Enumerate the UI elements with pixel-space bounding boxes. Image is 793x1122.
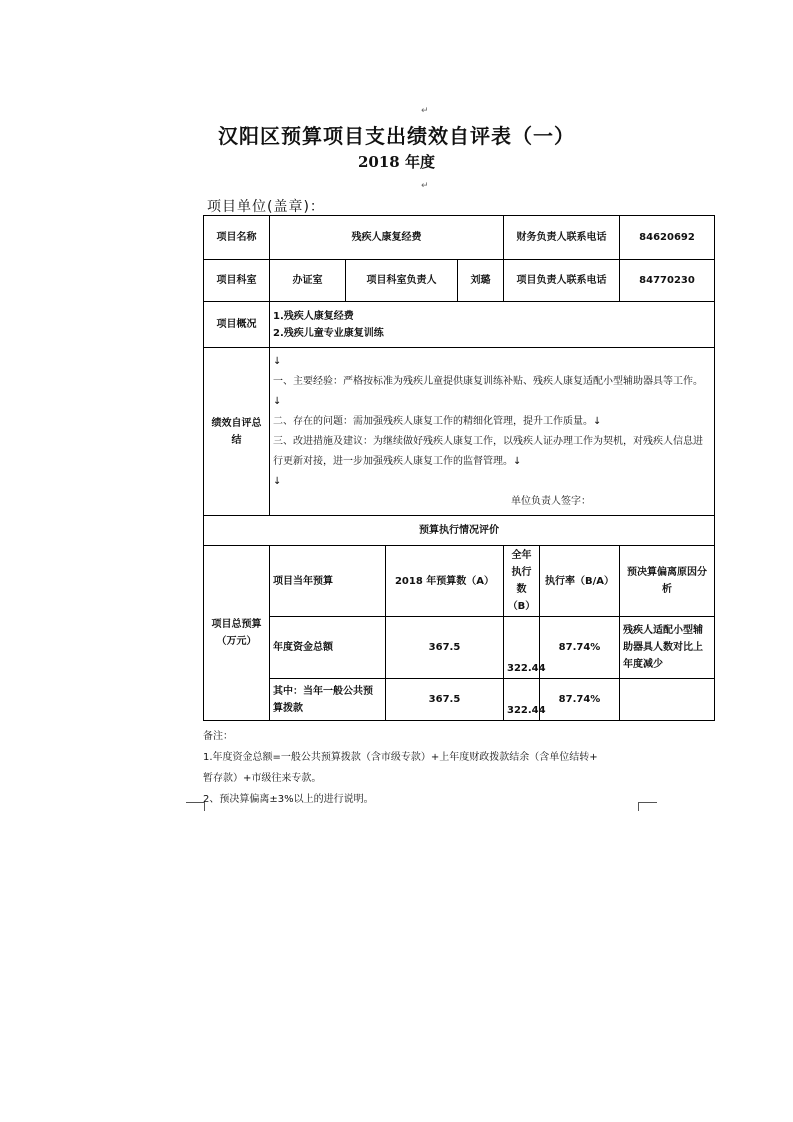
- col-header-budget: 2018 年预算数（A）: [386, 546, 504, 617]
- project-contact-label: 项目负责人联系电话: [504, 260, 620, 302]
- row-reason: 残疾人适配小型辅助器具人数对比上年度减少: [620, 617, 715, 679]
- budget-eval-header: 预算执行情况评价: [204, 516, 715, 546]
- paragraph-mark: ↵: [421, 181, 429, 191]
- summary-line: 一、主要经验：严格按标准为残疾儿童提供康复训练补贴、残疾人康复适配小型辅助器具等工作。↓: [273, 375, 703, 407]
- dept-label: 项目科室: [204, 260, 270, 302]
- page-title: 汉阳区预算项目支出绩效自评表（一）: [218, 124, 575, 148]
- budget-label: 项目总预算（万元）: [204, 546, 270, 721]
- col-header-reason: 预决算偏离原因分析: [620, 546, 715, 617]
- col-header-rate: 执行率（B/A）: [540, 546, 620, 617]
- finance-contact-label: 财务负责人联系电话: [504, 216, 620, 260]
- row-exec: 322.44: [504, 679, 540, 721]
- row-rate: 87.74%: [540, 679, 620, 721]
- summary-content: [270, 348, 715, 516]
- summary-line: ↓: [273, 475, 282, 487]
- row-item: 年度资金总额: [270, 617, 386, 679]
- row-budget: 367.5: [386, 617, 504, 679]
- notes: [203, 726, 673, 810]
- page-subtitle: 2018 年度: [358, 153, 435, 171]
- project-name-value: 残疾人康复经费: [270, 216, 504, 260]
- summary-line: 三、改进措施及建议：为继续做好残疾人康复工作，以残疾人证办理工作为契机，对残疾人信息进行更新对接，进一步加强残疾人康复工作的监督管理。↓: [273, 435, 703, 467]
- row-budget: 367.5: [386, 679, 504, 721]
- dept-head-value: 刘璐: [458, 260, 504, 302]
- row-reason: [620, 679, 715, 721]
- overview-content: [270, 302, 715, 348]
- notes-heading: 备注：: [203, 731, 233, 742]
- finance-phone-value: 84620692: [620, 216, 715, 260]
- summary-line: ↓: [273, 355, 282, 367]
- project-phone-value: 84770230: [620, 260, 715, 302]
- notes-line: 暂存款）+市级往来专款。: [203, 773, 322, 784]
- col-header-exec: 全年执行数（B）: [504, 546, 540, 617]
- unit-label: 项目单位(盖章)：: [207, 199, 325, 215]
- summary-line: 二、存在的问题：需加强残疾人康复工作的精细化管理，提升工作质量。↓: [273, 415, 602, 427]
- overview-item: 1.残疾人康复经费: [273, 310, 354, 322]
- row-rate: 87.74%: [540, 617, 620, 679]
- paragraph-mark: ↵: [421, 106, 429, 116]
- overview-label: 项目概况: [204, 302, 270, 348]
- margin-corner-mark: [638, 802, 657, 811]
- overview-item: 2.残疾儿童专业康复训练: [273, 327, 384, 339]
- margin-corner-mark: [186, 802, 205, 811]
- project-name-label: 项目名称: [204, 216, 270, 260]
- notes-line: 2、预决算偏离±3%以上的进行说明。: [203, 794, 374, 805]
- table-row: [204, 617, 715, 679]
- table-row: [204, 679, 715, 721]
- summary-label: 绩效自评总结: [204, 348, 270, 516]
- unit-head-signature: 单位负责人签字：: [511, 495, 591, 507]
- performance-table: [203, 215, 715, 721]
- col-header-item: 项目当年预算: [270, 546, 386, 617]
- dept-value: 办证室: [270, 260, 346, 302]
- row-item: 其中：当年一般公共预算拨款: [270, 679, 386, 721]
- row-exec: 322.44: [504, 617, 540, 679]
- dept-head-label: 项目科室负责人: [346, 260, 458, 302]
- notes-line: 1.年度资金总额=一般公共预算拨款（含市级专款）+上年度财政拨款结余（含单位结转+: [203, 752, 598, 763]
